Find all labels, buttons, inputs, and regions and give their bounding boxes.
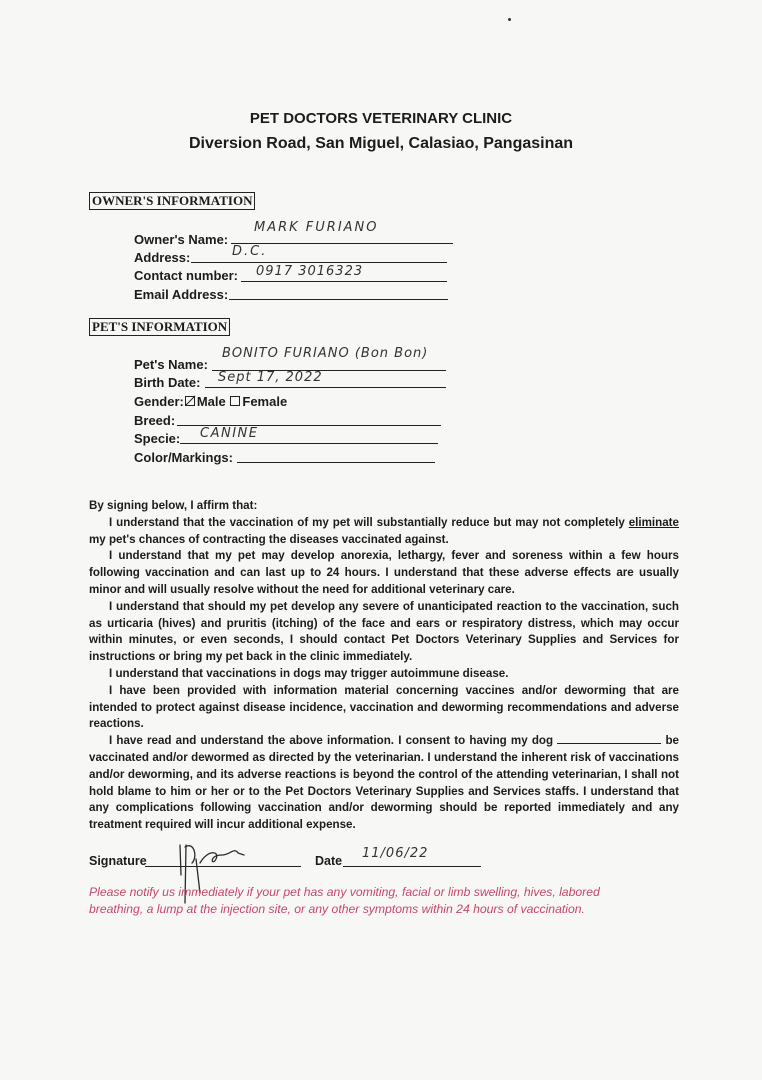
consent-paragraph-1 [89, 515, 679, 549]
consent-text [89, 498, 679, 834]
consent-paragraph-6 [89, 733, 679, 834]
consent-paragraph-4: I understand that vaccinations in dogs may trigger autoimmune disease. [109, 666, 509, 680]
gender-male-label: Male [196, 394, 226, 409]
paper-speck [508, 18, 511, 21]
date-value[interactable]: 11/06/22 [362, 846, 429, 861]
gender-row [134, 394, 287, 409]
consent-paragraph-5: I have been provided with information material concerning vaccines and/or deworming that are intended to protect against disease incidence, vaccination and deworming recommendations and adverse reactions. [89, 683, 679, 731]
consent-p1-start: I understand that the vaccination of my pet will substantially reduce but may not completely [109, 515, 629, 529]
birth-date-label: Birth Date: [134, 375, 201, 390]
specie-label: Specie: [134, 431, 181, 446]
breed-label: Breed: [134, 413, 176, 428]
gender-label: Gender: [134, 394, 184, 409]
date-line [343, 866, 481, 867]
owner-address-label: Address: [134, 250, 191, 265]
specie-line [180, 443, 438, 444]
gender-female-label: Female [242, 394, 288, 409]
signature-label: Signature [89, 854, 147, 868]
consent-p1-end: my pet's chances of contracting the diseases vaccinated against. [89, 532, 449, 546]
consent-intro: By signing below, I affirm that: [89, 499, 258, 512]
dog-name-blank[interactable] [557, 733, 661, 744]
color-markings-label: Color/Markings: [134, 450, 233, 465]
birth-date-line [205, 387, 446, 388]
pet-name-value[interactable]: BONITO FURIANO (Bon Bon) [222, 346, 429, 361]
consent-p6-end: be vaccinated and/or dewormed as directed by the veterinarian. I understand the inherent risk of vaccinations and/or deworming, and its adverse reactions is beyond the control of the attending veterinarian, I shall not hold blame to him or her or to the Pet Doctors Veterinary Supplies and Services staffs. I understand that any complications following vaccination and/or deworming should be reported immediately and any treatment required will incur additional expense. [89, 734, 679, 832]
clinic-address: Diversion Road, San Miguel, Calasiao, Pangasinan [188, 135, 574, 152]
email-label: Email Address: [134, 287, 229, 302]
birth-date-value[interactable]: Sept 17, 2022 [218, 370, 323, 385]
owner-address-line [191, 262, 447, 263]
consent-p1-underlined: eliminate [628, 515, 679, 529]
gender-female-checkbox[interactable] [230, 396, 240, 406]
post-vaccination-notice: Please notify us immediately if your pet has any vomiting, facial or limb swelling, hives, labored breathing, a lump at the injection site, or any other symptoms within 24 hours of vaccination. [89, 885, 600, 916]
clinic-name: PET DOCTORS VETERINARY CLINIC [249, 110, 513, 127]
owner-name-label: Owner's Name: [134, 232, 229, 247]
owner-address-value[interactable]: D.C. [232, 244, 268, 259]
pet-section-title: PET'S INFORMATION [89, 318, 230, 336]
gender-male-checkbox[interactable] [185, 396, 195, 406]
contact-number-value[interactable]: 0917 3016323 [256, 264, 364, 279]
specie-value[interactable]: CANINE [200, 426, 259, 441]
color-markings-line [237, 462, 435, 463]
email-line [229, 299, 448, 300]
date-label: Date [315, 854, 343, 868]
contact-number-label: Contact number: [134, 268, 238, 283]
contact-number-line [241, 281, 447, 282]
pet-name-label: Pet's Name: [134, 357, 208, 372]
consent-p6-start: I have read and understand the above information. I consent to having my dog [109, 734, 558, 748]
consent-paragraph-3: I understand that should my pet develop any severe of unanticipated reaction to the vaccination, such as urticaria (hives) and pruritis (itching) of the face and ears or respiratory distress, which may occur within minutes, or even seconds, I should contact Pet Doctors Veterinary Supplies and Services for instructions or bring my pet back in the clinic immediately. [89, 599, 679, 664]
owner-name-value[interactable]: MARK FURIANO [254, 220, 379, 235]
owner-section-title: OWNER'S INFORMATION [89, 192, 255, 210]
consent-paragraph-2: I understand that my pet may develop anorexia, lethargy, fever and soreness within a few hours following vaccination and can last up to 24 hours. I understand that these adverse effects are usually minor and will usually resolve without the need for additional veterinary care. [89, 549, 679, 596]
